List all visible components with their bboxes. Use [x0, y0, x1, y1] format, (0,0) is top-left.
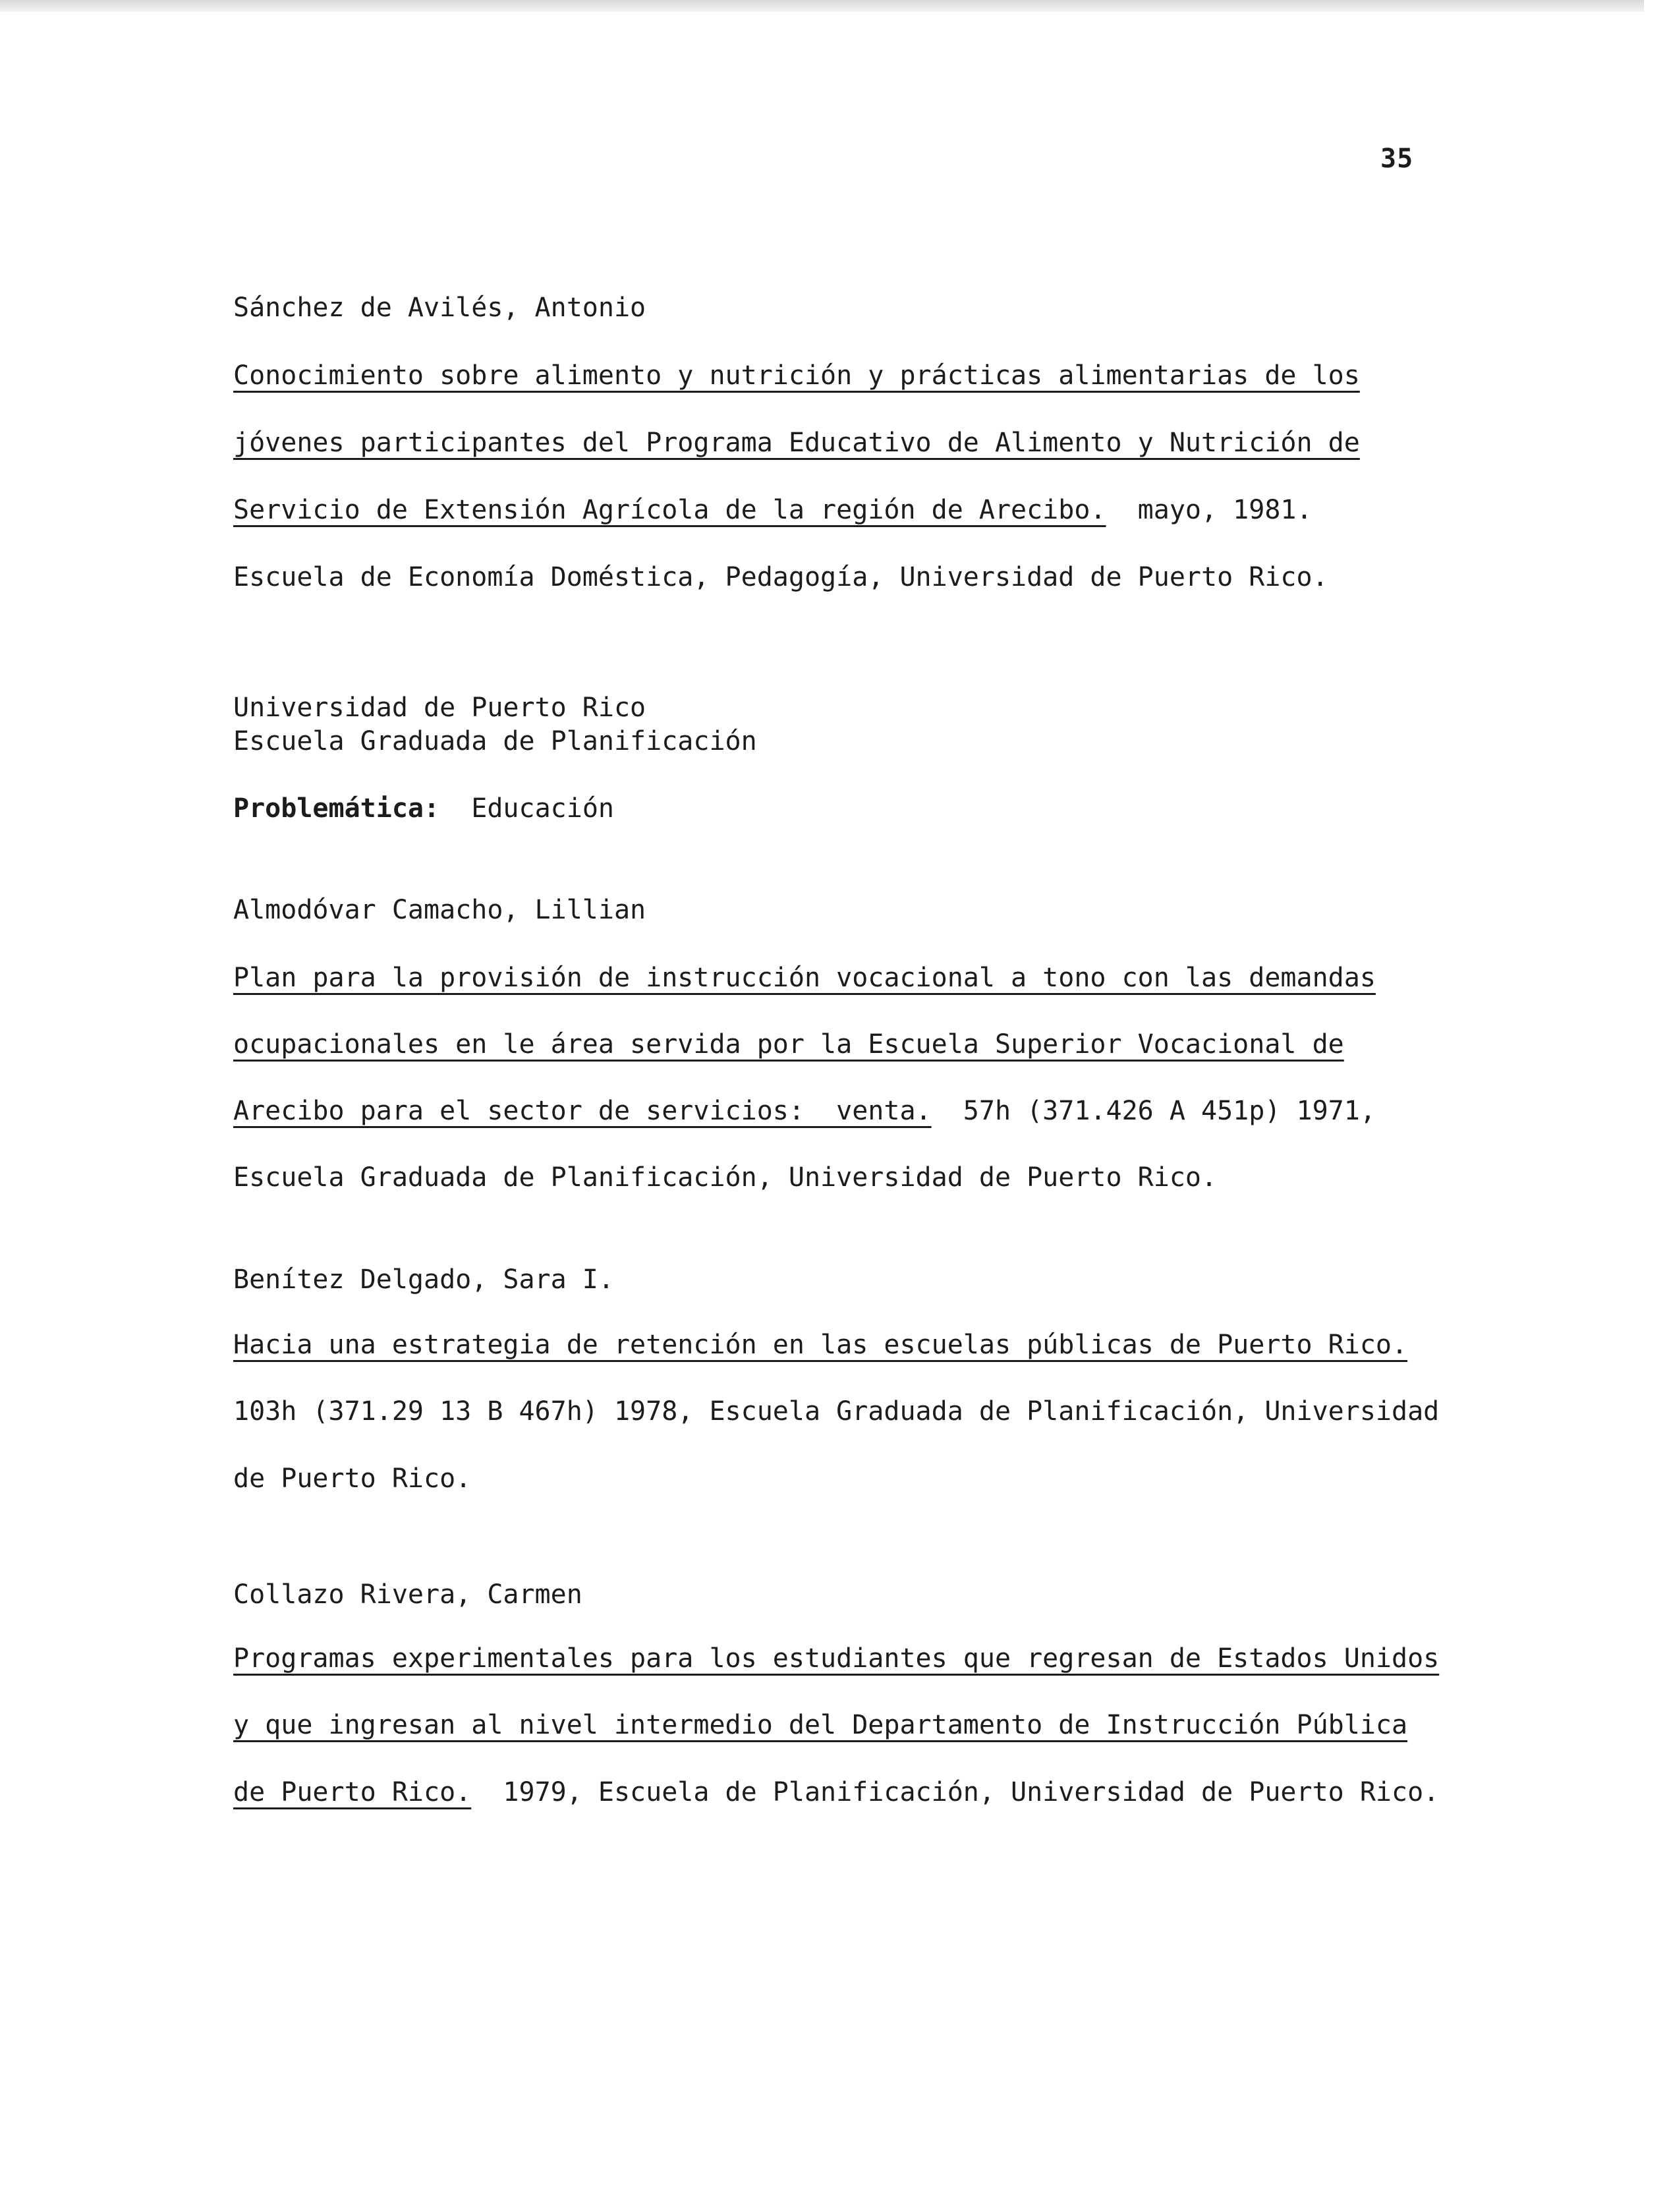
entry-title-line [233, 1029, 1344, 1060]
entry-title-text: ocupacionales en le área servida por la Escuela Superior Vocacional de [233, 1029, 1344, 1060]
entry-title-line [233, 494, 1313, 526]
problem-label: Problemática: [233, 793, 440, 824]
entry-title-text: Arecibo para el sector de servicios: venta. [233, 1096, 932, 1126]
entry-author: Collazo Rivera, Carmen [233, 1579, 582, 1610]
entry-title-line [233, 1709, 1407, 1741]
scan-shadow-top [0, 0, 1644, 12]
entry-author: Sánchez de Avilés, Antonio [233, 293, 646, 323]
entry-title-line [233, 1643, 1439, 1674]
entry-details: de Puerto Rico. [233, 1463, 472, 1494]
entry-details: mayo, 1981. [1106, 495, 1313, 525]
entry-title-line [233, 962, 1376, 994]
entry-details: Escuela Graduada de Planificación, Universidad de Puerto Rico. [233, 1162, 1218, 1193]
entry-title-line [233, 1329, 1407, 1361]
entry-author: Benítez Delgado, Sara I. [233, 1264, 614, 1295]
entry-title-text: Conocimiento sobre alimento y nutrición y prácticas alimentarias de los [233, 360, 1360, 391]
entry-title-text: jóvenes participantes del Programa Educativo de Alimento y Nutrición de [233, 428, 1360, 458]
entry-author: Almodóvar Camacho, Lillian [233, 895, 646, 925]
entry-title-text: Plan para la provisión de instrucción vocacional a tono con las demandas [233, 963, 1376, 993]
entry-title-line [233, 1776, 1439, 1808]
scan-margin-right [1644, 0, 1667, 2212]
entry-title-line [233, 427, 1360, 459]
entry-title-text: y que ingresan al nivel intermedio del Departamento de Instrucción Pública [233, 1710, 1408, 1740]
entry-title-text: de Puerto Rico. [233, 1777, 472, 1807]
entry-details: 1979, Escuela de Planificación, Universidad de Puerto Rico. [471, 1777, 1440, 1807]
section-institution: Universidad de Puerto Rico [233, 693, 646, 723]
entry-title-text: Programas experimentales para los estudiantes que regresan de Estados Unidos [233, 1643, 1440, 1674]
page-number: 35 [1380, 144, 1414, 174]
entry-title-line [233, 360, 1360, 391]
problem-value: Educación [439, 793, 614, 824]
section-school: Escuela Graduada de Planificación [233, 726, 757, 756]
entry-details: 57h (371.426 A 451p) 1971, [931, 1096, 1376, 1126]
section-problem [233, 793, 614, 824]
entry-title-line [233, 1095, 1376, 1127]
entry-details: Escuela de Economía Doméstica, Pedagogía, Universidad de Puerto Rico. [233, 562, 1328, 592]
entry-title-text: Hacia una estrategia de retención en las escuelas públicas de Puerto Rico. [233, 1330, 1408, 1360]
entry-details: 103h (371.29 13 B 467h) 1978, Escuela Graduada de Planificación, Universidad [233, 1396, 1440, 1427]
entry-title-text: Servicio de Extensión Agrícola de la región de Arecibo. [233, 495, 1106, 525]
